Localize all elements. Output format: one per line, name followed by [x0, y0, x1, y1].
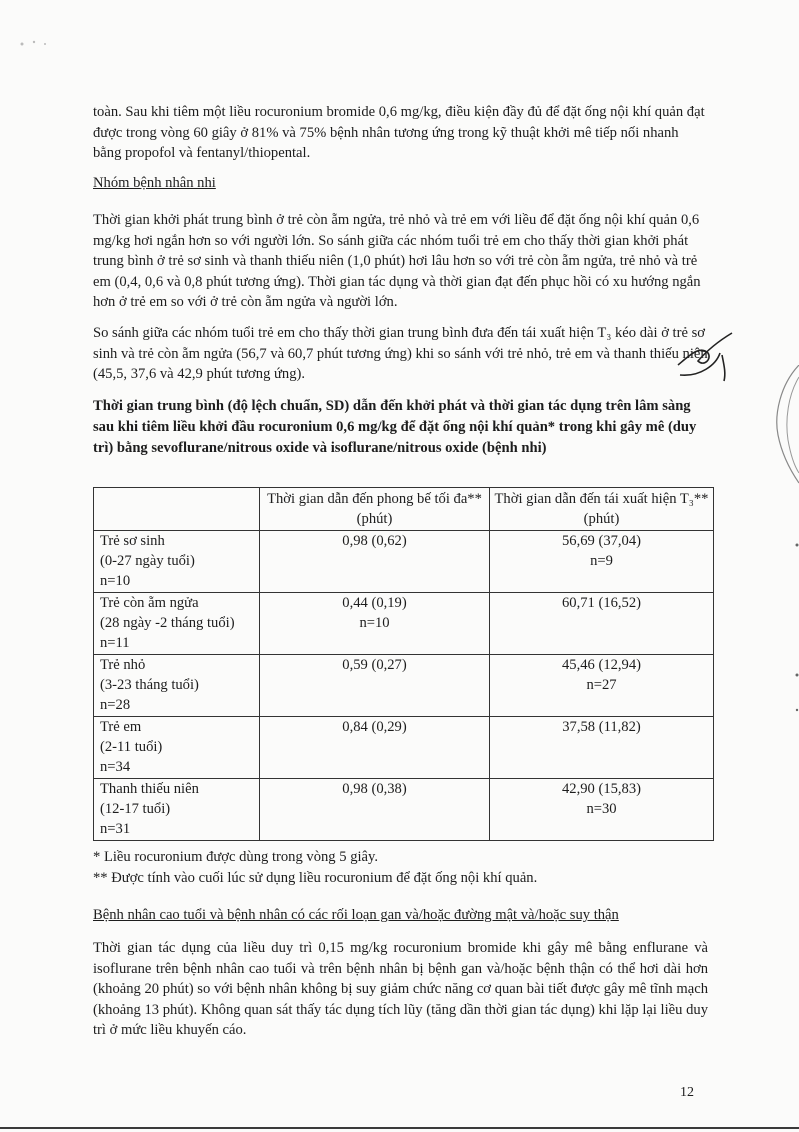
- table-row: [94, 779, 714, 841]
- recovery-cell: 60,71 (16,52): [490, 593, 714, 655]
- recovery-cell: 37,58 (11,82): [490, 717, 714, 779]
- onset-cell: 0,98 (0,62): [260, 531, 490, 593]
- footnote-2: ** Được tính vào cuối lúc sử dụng liều rocuronium để đặt ống nội khí quản.: [93, 869, 538, 886]
- onset-cell: 0,84 (0,29): [260, 717, 490, 779]
- onset-cell: 0,44 (0,19) n=10: [260, 593, 490, 655]
- table-caption: Thời gian trung bình (độ lệch chuẩn, SD) dẫn đến khởi phát và thời gian tác dụng trên lâm sàng sau khi tiêm liều khởi đầu rocuronium 0,6 mg/kg để đặt ống nội khí quản* trong khi gây mê (duy trì) bằng sevoflurane/nitrous oxide và isoflurane/nitrous oxide (bệnh nhi): [93, 398, 697, 456]
- age-group-cell: Trẻ sơ sinh (0-27 ngày tuổi) n=10: [94, 531, 260, 593]
- table-header-cell: Thời gian dẫn đến tái xuất hiện T₃** (phút): [490, 488, 714, 531]
- onset-cell: 0,59 (0,27): [260, 655, 490, 717]
- page-number: 12: [680, 1085, 694, 1100]
- age-group-cell: Thanh thiếu niên (12-17 tuổi) n=31: [94, 779, 260, 841]
- onset-cell: 0,98 (0,38): [260, 779, 490, 841]
- pediatric-paragraph-2: So sánh giữa các nhóm tuổi trẻ em cho thấy thời gian trung bình đưa đến tái xuất hiện T₃ kéo dài ở trẻ sơ sinh và trẻ còn ẵm ngửa (56,7 và 60,7 phút tương ứng) khi so sánh với trẻ nhỏ, trẻ em và thanh thiếu niên (45,5, 37,6 và 42,9 phút tương ứng).: [93, 325, 708, 382]
- table-header-cell: Thời gian dẫn đến phong bế tối đa** (phút): [260, 488, 490, 531]
- recovery-cell: 56,69 (37,04) n=9: [490, 531, 714, 593]
- bottom-rule: [0, 1127, 799, 1129]
- elderly-heading: Bệnh nhân cao tuổi và bệnh nhân có các rối loạn gan và/hoặc đường mật và/hoặc suy thận: [93, 907, 619, 923]
- pediatric-data-table: [93, 487, 714, 841]
- age-group-cell: Trẻ nhỏ (3-23 tháng tuổi) n=28: [94, 655, 260, 717]
- age-group-cell: Trẻ còn ẵm ngửa (28 ngày -2 tháng tuổi) n=11: [94, 593, 260, 655]
- table-header-row: [94, 488, 714, 531]
- pediatric-heading: Nhóm bệnh nhân nhi: [93, 175, 216, 191]
- table-row: [94, 531, 714, 593]
- age-group-cell: Trẻ em (2-11 tuổi) n=34: [94, 717, 260, 779]
- footnotes: [93, 847, 708, 888]
- elderly-paragraph: Thời gian tác dụng của liều duy trì 0,15 mg/kg rocuronium bromide khi gây mê bằng enflurane và isoflurane trên bệnh nhân cao tuổi và trên bệnh nhân bị bệnh gan và/hoặc bệnh thận có thể hơi dài hơn (khoảng 20 phút) so với bệnh nhân không bị suy giảm chức năng cơ quan bài tiết được gây mê tĩnh mạch (khoảng 13 phút). Không quan sát thấy tác dụng tích lũy (tăng dần thời gian tác dụng) khi lặp lại liều duy trì ở mức liều khuyến cáo.: [93, 940, 708, 1038]
- table-header-cell: [94, 488, 260, 531]
- signature-mark: [660, 325, 740, 385]
- stamp-mark: [770, 365, 799, 485]
- pediatric-paragraph-1: Thời gian khởi phát trung bình ở trẻ còn ẵm ngửa, trẻ nhỏ và trẻ em với liều để đặt ống nội khí quản 0,6 mg/kg hơi ngắn hơn so với người lớn. So sánh giữa các nhóm tuổi trẻ em cho thấy thời gian khởi phát trung bình ở trẻ sơ sinh và thanh thiếu niên (1,0 phút) hơi lâu hơn so với trẻ còn ẵm ngửa, trẻ nhỏ và trẻ em (0,4, 0,6 và 0,8 phút tương ứng). Thời gian tác dụng và thời gian đạt đến phục hồi có xu hướng ngắn hơn ở trẻ em so với ở trẻ còn ẵm ngửa và người lớn.: [93, 212, 701, 310]
- intro-paragraph: toàn. Sau khi tiêm một liều rocuronium bromide 0,6 mg/kg, điều kiện đầy đủ để đặt ống nội khí quản đạt được trong vòng 60 giây ở 81% và 75% bệnh nhân tương ứng trong kỹ thuật khởi mê tiếp nối nhanh bằng propofol và fentanyl/thiopental.: [93, 104, 705, 161]
- recovery-cell: 42,90 (15,83) n=30: [490, 779, 714, 841]
- table-row: [94, 593, 714, 655]
- table-row: [94, 655, 714, 717]
- footnote-1: * Liều rocuronium được dùng trong vòng 5 giây.: [93, 849, 379, 865]
- table-row: [94, 717, 714, 779]
- recovery-cell: 45,46 (12,94) n=27: [490, 655, 714, 717]
